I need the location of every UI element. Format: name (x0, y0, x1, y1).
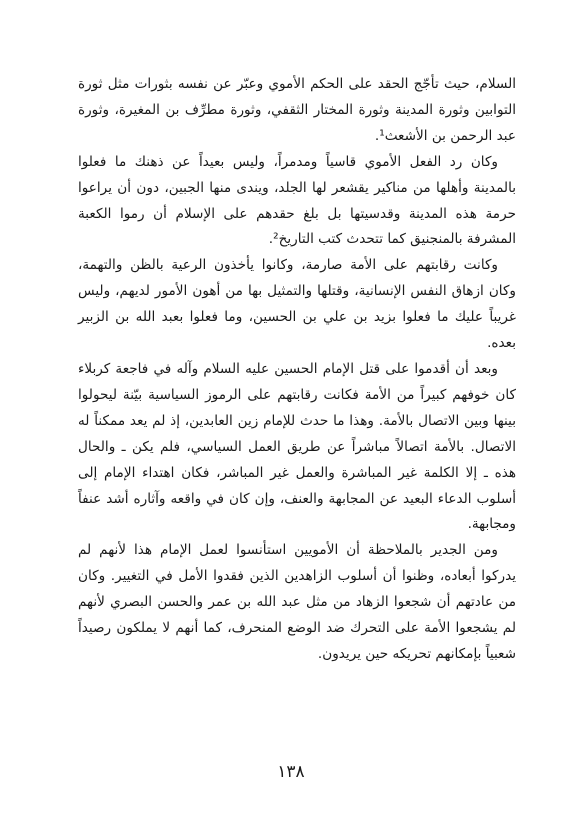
paragraph-5: ومن الجدير بالملاحظة أن الأمويين استأنسوا لعمل الإمام هذا لأنهم لم يدركوا أبعاده، وظنوا أن أسلوب الزاهدين الذين فقدوا الأمل في التغيير. وكان من عادتهم أن شجعوا الزهاد من مثل عبد الله بن عمر والحسن البصري لأنهم لم يشجعوا الأمة على التحرك ضد الوضع المنحرف، كما أنهم لا يملكون رصيداً شعبياً بإمكانهم تحريكه حين يريدون. (78, 542, 516, 662)
paragraph-3: وكانت رقابتهم على الأمة صارمة، وكانوا يأخذون الرعية بالظن والتهمة، وكان ازهاق النفس الإنسانية، وقتلها والتمثيل بها من أهون الأمور لديهم، وليس غريباً عليك ما فعلوا بزيد بن علي بن الحسين، وما فعلوا بعبد الله بن الزبير بعده. (78, 257, 516, 352)
body-text (78, 72, 516, 668)
paragraph-1: السلام، حيث تأجّج الحقد على الحكم الأموي وعبّر عن نفسه بثورات مثل ثورة التوابين وثورة المدينة وثورة المختار الثقفي، وثورة مطرِّف بن المغيرة، وثورة عبد الرحمن بن الأشعث¹. (78, 76, 516, 144)
paragraph-4: وبعد أن أقدموا على قتل الإمام الحسين عليه السلام وآله في فاجعة كربلاء كان خوفهم كبيراً من الأمة فكانت رقابتهم على الرموز السياسية بيّنة ليحولوا بينها وبين الاتصال بالأمة. وهذا ما حدث للإمام زين العابدين، إذ لم يعد ممكناً له الاتصال. بالأمة اتصالاً مباشراً عن طريق العمل السياسي، فلم يكن ـ والحال هذه ـ إلا الكلمة غير المباشرة والعمل غير المباشر، فكان اهتداء الإمام إلى أسلوب الدعاء البعيد عن المجابهة والعنف، وإن كان في واقعه وآثاره أشد عنفاً ومجابهة. (78, 360, 516, 533)
page-number: ١٣٨ (277, 762, 305, 782)
paragraph-2: وكان رد الفعل الأموي قاسياً ومدمراً، وليس بعيداً عن ذهنك ما فعلوا بالمدينة وأهلها من مناكير يقشعر لها الجلد، ويندى منها الجبين، دون أن يراعوا حرمة هذه المدينة وقدسيتها بل بلغ حقدهم على الإسلام أن رموا الكعبة المشرفة بالمنجنيق كما تتحدث كتب التاريخ². (78, 153, 516, 248)
